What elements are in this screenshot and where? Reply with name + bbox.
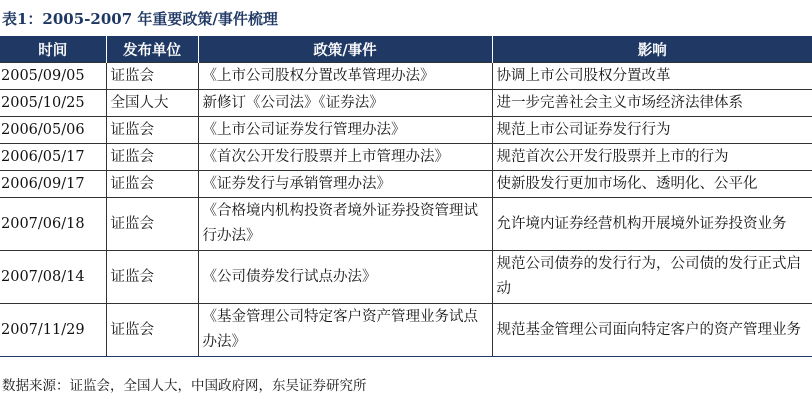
cell-impact: 规范基金管理公司面向特定客户的资产管理业务 [492, 304, 812, 357]
header-org: 发布单位 [106, 36, 198, 63]
header-impact: 影响 [492, 36, 812, 63]
cell-impact: 规范公司债券的发行行为，公司债的发行正式启动 [492, 251, 812, 304]
table-row [0, 117, 812, 144]
cell-date: 2007/11/29 [0, 304, 106, 357]
cell-impact: 使新股发行更加市场化、透明化、公平化 [492, 171, 812, 198]
cell-impact: 允许境内证券经营机构开展境外证券投资业务 [492, 198, 812, 251]
header-date: 时间 [0, 36, 106, 63]
table-row [0, 304, 812, 357]
data-source-note: 数据来源：证监会，全国人大，中国政府网，东吴证券研究所 [2, 378, 367, 394]
table-row [0, 63, 812, 90]
header-policy: 政策/事件 [198, 36, 492, 63]
cell-policy: 《上市公司证券发行管理办法》 [198, 117, 492, 144]
cell-org: 证监会 [106, 304, 198, 357]
cell-org: 证监会 [106, 63, 198, 90]
cell-policy: 《首次公开发行股票并上市管理办法》 [198, 144, 492, 171]
table-row [0, 198, 812, 251]
table-caption: 表1：2005-2007 年重要政策/事件梳理 [2, 10, 278, 28]
cell-impact: 进一步完善社会主义市场经济法律体系 [492, 90, 812, 117]
cell-impact: 协调上市公司股权分置改革 [492, 63, 812, 90]
cell-date: 2007/08/14 [0, 251, 106, 304]
cell-date: 2006/09/17 [0, 171, 106, 198]
cell-org: 证监会 [106, 198, 198, 251]
table-row [0, 90, 812, 117]
table-row [0, 251, 812, 304]
cell-date: 2005/09/05 [0, 63, 106, 90]
cell-policy: 《基金管理公司特定客户资产管理业务试点办法》 [198, 304, 492, 357]
cell-date: 2006/05/17 [0, 144, 106, 171]
cell-policy: 《合格境内机构投资者境外证券投资管理试行办法》 [198, 198, 492, 251]
cell-date: 2006/05/06 [0, 117, 106, 144]
cell-org: 证监会 [106, 171, 198, 198]
cell-impact: 规范首次公开发行股票并上市的行为 [492, 144, 812, 171]
cell-org: 全国人大 [106, 90, 198, 117]
table-row [0, 171, 812, 198]
cell-policy: 新修订《公司法》《证券法》 [198, 90, 492, 117]
cell-date: 2005/10/25 [0, 90, 106, 117]
cell-policy: 《上市公司股权分置改革管理办法》 [198, 63, 492, 90]
cell-impact: 规范上市公司证券发行行为 [492, 117, 812, 144]
cell-org: 证监会 [106, 144, 198, 171]
table-header-row [0, 36, 812, 63]
cell-policy: 《证券发行与承销管理办法》 [198, 171, 492, 198]
cell-date: 2007/06/18 [0, 198, 106, 251]
cell-org: 证监会 [106, 251, 198, 304]
cell-org: 证监会 [106, 117, 198, 144]
policy-table [0, 36, 812, 357]
table-row [0, 144, 812, 171]
cell-policy: 《公司债券发行试点办法》 [198, 251, 492, 304]
